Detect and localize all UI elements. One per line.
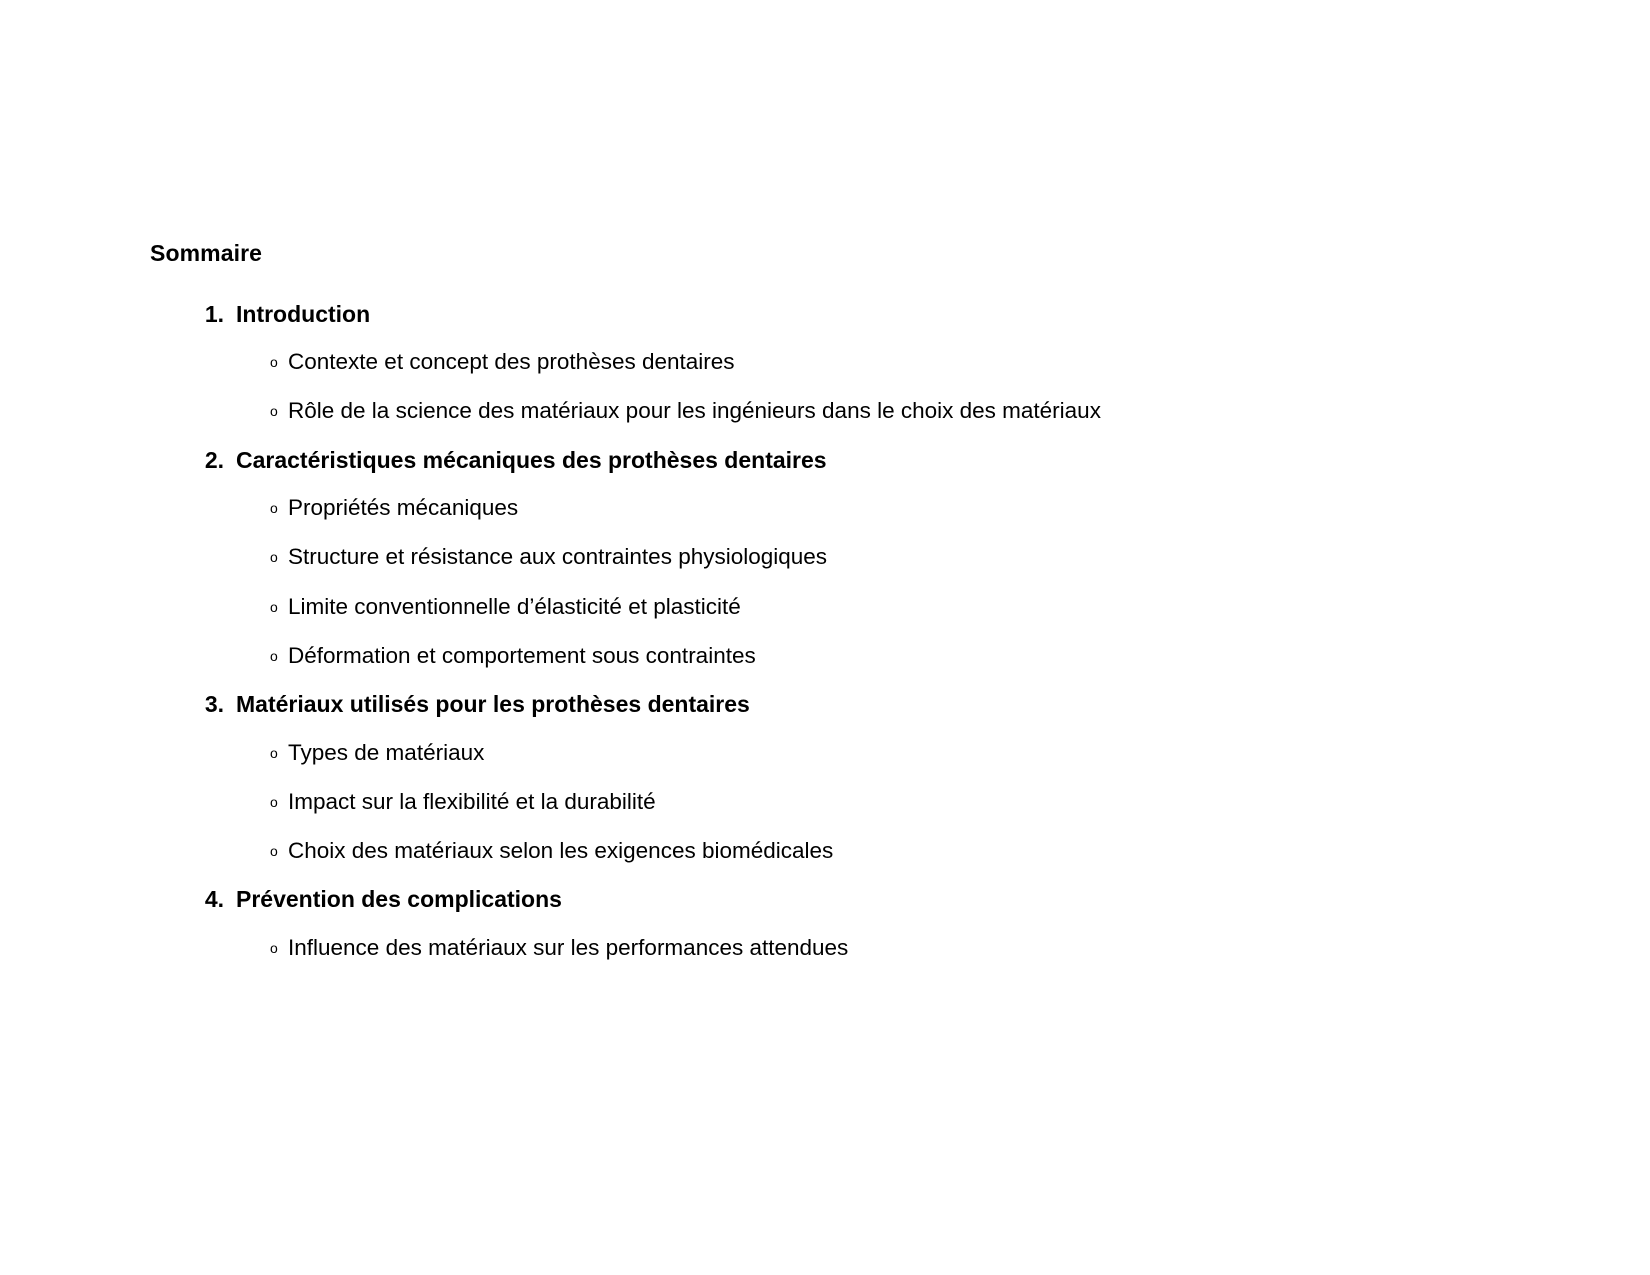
toc-subitems [150,483,1500,680]
section-number: 4. [204,885,224,912]
circle-bullet-icon: o [270,647,278,664]
circle-bullet-icon: o [270,793,278,810]
section-number: 1. [204,300,224,327]
list-item[interactable] [270,483,1500,532]
list-item-label: Types de matériaux [288,739,485,765]
section-label: Prévention des complications [236,885,562,912]
toc-section [150,436,1500,680]
list-item-label: Impact sur la flexibilité et la durabilité [288,788,656,814]
toc-section-heading[interactable] [190,290,1500,338]
table-of-contents [150,290,1500,972]
toc-section-heading[interactable] [190,436,1500,484]
section-number: 3. [204,690,224,717]
circle-bullet-icon: o [270,500,278,517]
list-item[interactable] [270,386,1500,435]
list-item-label: Structure et résistance aux contraintes physiologiques [288,544,828,570]
list-item[interactable] [270,582,1500,631]
list-item-label: Déformation et comportement sous contraintes [288,642,756,668]
list-item[interactable] [270,826,1500,875]
circle-bullet-icon: o [270,744,278,761]
list-item-label: Choix des matériaux selon les exigences biomédicales [288,837,834,863]
section-label: Caractéristiques mécaniques des prothèses dentaires [236,446,827,473]
list-item[interactable] [270,532,1500,581]
toc-section [150,875,1500,972]
toc-section [150,680,1500,875]
toc-subitems [150,337,1500,435]
list-item[interactable] [270,777,1500,826]
list-item[interactable] [270,337,1500,386]
toc-section [150,290,1500,436]
list-item-label: Propriétés mécaniques [288,495,519,521]
circle-bullet-icon: o [270,598,278,615]
list-item-label: Influence des matériaux sur les performances attendues [288,934,849,960]
list-item-label: Contexte et concept des prothèses dentaires [288,349,735,375]
list-item[interactable] [270,923,1500,972]
circle-bullet-icon: o [270,939,278,956]
toc-section-heading[interactable] [190,680,1500,728]
circle-bullet-icon: o [270,403,278,420]
list-item-label: Rôle de la science des matériaux pour les ingénieurs dans le choix des matériaux [288,398,1101,424]
page-title: Sommaire [150,240,263,266]
toc-subitems [150,923,1500,972]
toc-subitems [150,728,1500,875]
section-number: 2. [204,446,224,473]
section-label: Matériaux utilisés pour les prothèses dentaires [236,690,750,717]
circle-bullet-icon: o [270,842,278,859]
section-label: Introduction [236,300,371,327]
list-item[interactable] [270,728,1500,777]
list-item-label: Limite conventionnelle d’élasticité et plasticité [288,593,741,619]
circle-bullet-icon: o [270,354,278,371]
circle-bullet-icon: o [270,549,278,566]
toc-section-heading[interactable] [190,875,1500,923]
list-item[interactable] [270,631,1500,680]
